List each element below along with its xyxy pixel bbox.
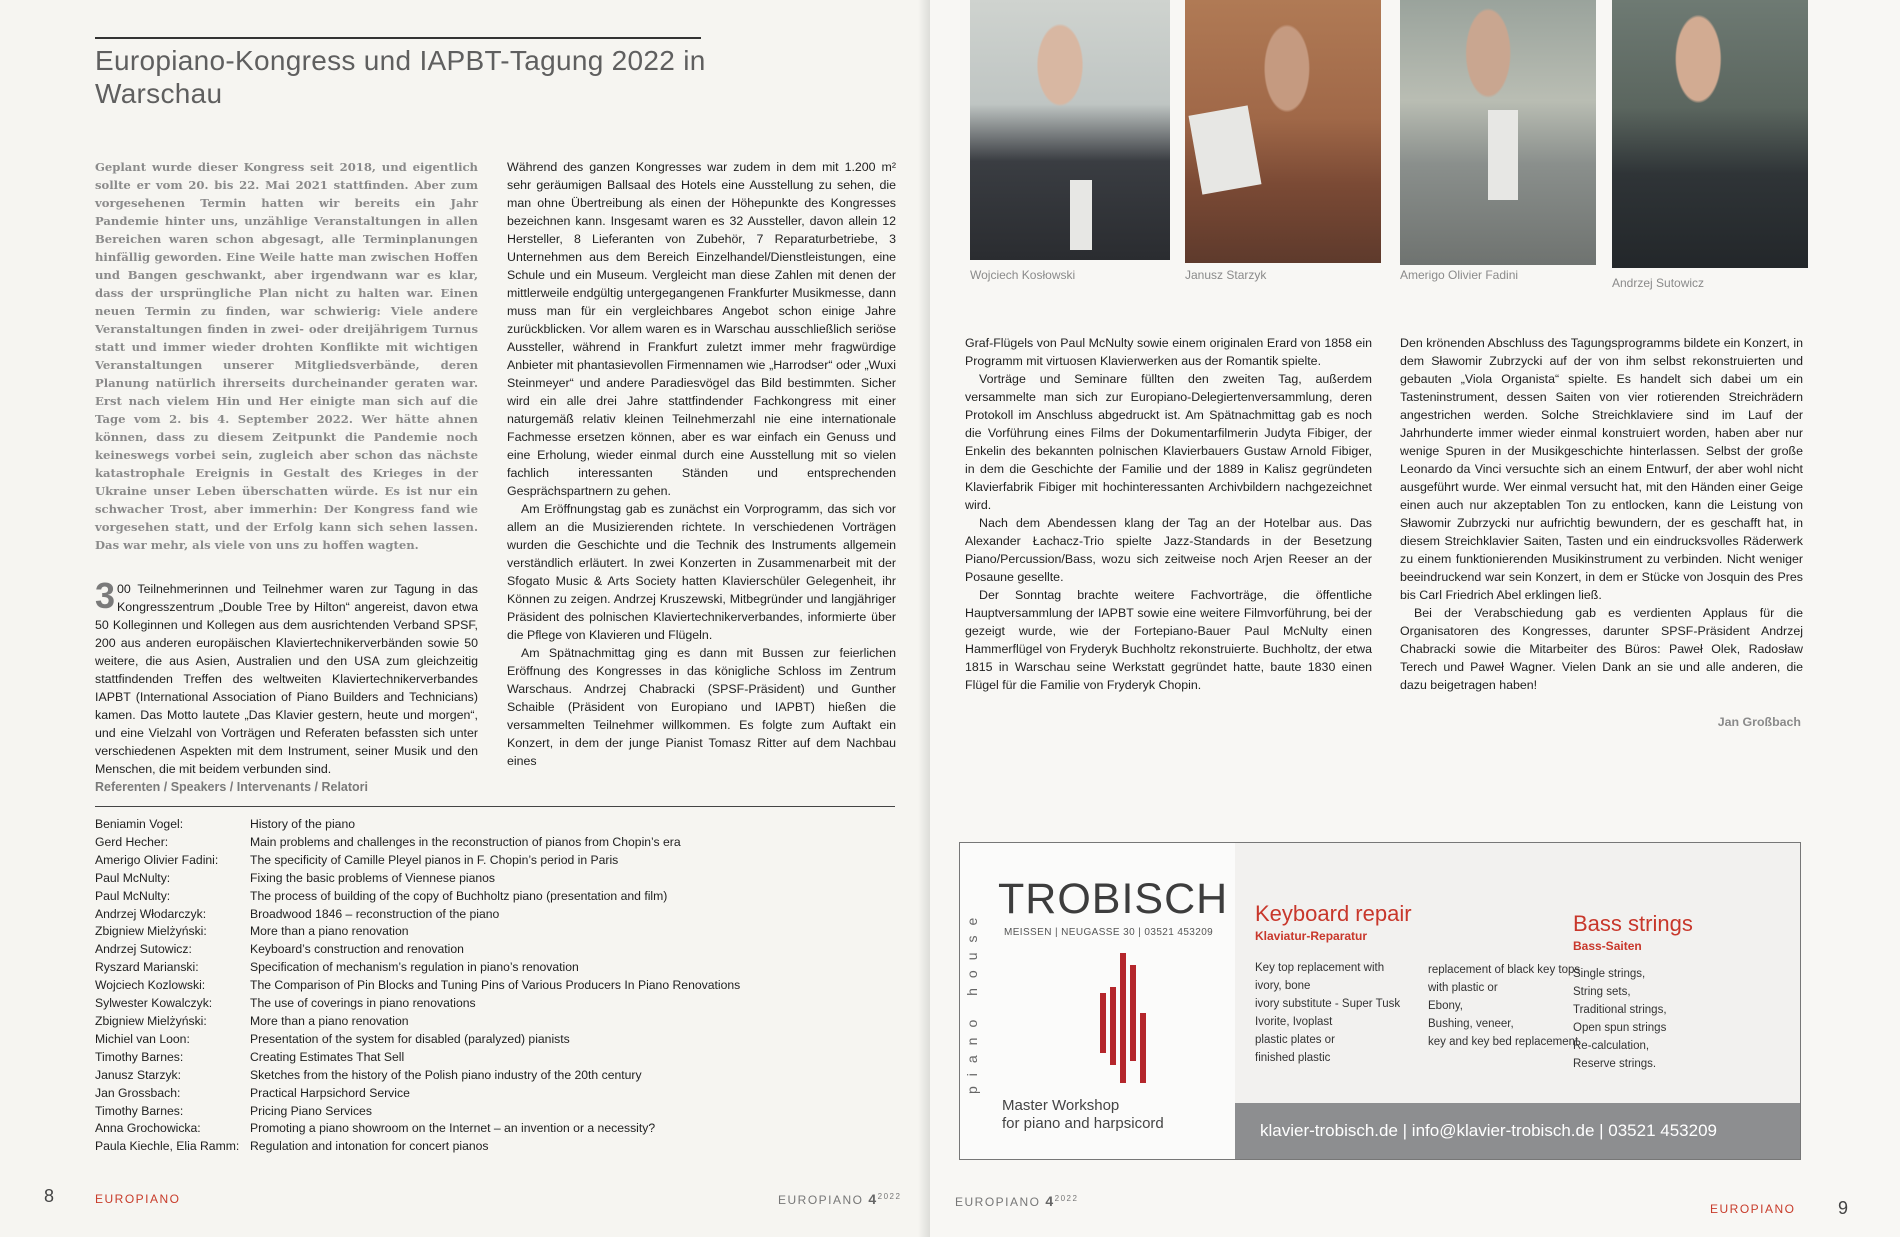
speakers-rule [95,806,895,807]
ad-list-item: finished plastic [1255,1052,1331,1064]
issue-number: 4 [1045,1193,1055,1209]
speaker-topic: The use of coverings in piano renovations [250,996,476,1011]
ad-workshop [1002,1097,1164,1133]
ad-list-item: Open spun strings [1573,1022,1667,1034]
speaker-name: Paul McNulty: [95,888,171,903]
left-page [0,0,930,1237]
col2-paragraph: Am Spätnachmittag ging es dann mit Bussen zur feierlichen Eröffnung des Kongresses in das königliche Schloss im Zentrum Warschaus. Andrzej Chabracki (SPSF-Präsident) und Gunther Schaible (Präsident von Europiano und IAPBT) hießen die versammelten Teilnehmer willkommen. Es folgte zum Auftakt ein Konzert, in dem der junge Pianist Tomasz Ritter auf dem Nachbau eines [507,646,896,768]
speaker-name: Paul McNulty: [95,870,171,885]
speaker-row [95,1013,915,1031]
issue-number: 4 [868,1191,878,1207]
speaker-row [95,888,915,906]
speaker-name: Amerigo Olivier Fadini: [95,852,219,867]
speaker-row [95,870,915,888]
speaker-name: Timothy Barnes: [95,1049,184,1064]
photo-caption: Janusz Starzyk [1185,268,1267,282]
photo-caption: Andrzej Sutowicz [1612,276,1705,290]
speaker-topic: Promoting a piano showroom on the Internet – an invention or a necessity? [250,1121,656,1136]
column-2 [507,158,896,770]
speakers-heading: Referenten / Speakers / Intervenants / Relatori [95,780,369,794]
footer-brand: EUROPIANO [95,1192,181,1206]
lead-paragraph: Geplant wurde dieser Kongress seit 2018, und eigentlich sollte er vom 20. bis 22. Mai 2021 stattfinden. Aber zum vorgesehenen Termin hatten wir bereits ein Jahr Pandemie hinter uns, unzählige Veranstaltungen in allen Bereichen waren schon abgesagt, alle Terminplanungen hinfällig geworden. Eine Weile hatte man zwischen Hoffen und Bangen geschwankt, aber irgendwann war es klar, dass der ursprüngliche Plan nicht zu halten war. Einen neuen Termin zu finden, war schwierig: Viele andere Veranstaltungen finden in zwei- oder dreijährigem Turnus statt und immer wieder drohten Konflikte mit wichtigen Veranstaltungen unserer Mitgliedsverbände, deren Planung natürlich ihrerseits durcheinander geraten war. Erst nach vielem Hin und Her einigte man sich auf die Tage vom 2. bis 4. September 2022. Wer hätte ahnen können, dass zu diesem Zeitpunkt die Pandemie noch keineswegs vorbei sein, zugleich aber schon das nächste katastrophale Ereignis in Gestalt des Krieges in der Ukraine unser Leben überschatten würde. Es ist nur ein schwacher Trost, aber immerhin: Der Kongress fand wie vorgesehen statt, und der Erfolg kann sich sehen lassen. Das war mehr, als viele von uns zu hoffen wagten. [95,160,478,552]
speaker-topic: Regulation and intonation for concert pianos [250,1139,489,1154]
speaker-row [95,1103,915,1121]
ad-list-item: Traditional strings, [1573,1004,1667,1016]
speaker-name: Andrzej Sutowicz: [95,942,192,957]
speaker-topic: History of the piano [250,817,356,831]
keyboard-repair-title: Keyboard repair [1255,901,1412,926]
bass-strings-title: Bass strings [1573,911,1693,936]
trobisch-advertisement [959,842,1801,1160]
issue-year: 2022 [877,1192,902,1201]
piano-hammer-logo-icon [1100,953,1160,1083]
speaker-name: Beniamin Vogel: [95,817,184,831]
speaker-name: Andrzej Włodarczyk: [95,906,207,921]
ad-list-item: Key top replacement with [1255,962,1385,974]
right-col2-paragraph: Bei der Verabschiedung gab es verdienten Applaus für die Organisatoren des Kongresses, darunter SPSF-Präsident Andrzej Chabracki sowie die Mitarbeiter des Büros: Paweł Olek, Radosław Terech und Paweł Wagner. Vielen Dank an sie und alle anderen, die dazu beigetragen haben! [1400,606,1803,692]
speaker-topic: Pricing Piano Services [250,1103,372,1118]
speaker-name: Michiel van Loon: [95,1031,190,1046]
drop-cap: 3 [95,575,116,616]
photo-caption: Wojciech Kosłowski [970,268,1076,282]
speaker-name: Jan Grossbach: [95,1085,181,1100]
speaker-name: Zbigniew Mielżyński: [95,924,207,939]
speaker-topic: The specificity of Camille Pleyel pianos in F. Chopin’s period in Paris [250,852,619,867]
right-page [930,0,1900,1237]
speaker-name: Zbigniew Mielżyński: [95,1013,207,1028]
portrait-photo [1612,0,1808,268]
footer-issue [778,1191,901,1207]
issue-label: EUROPIANO [955,1195,1041,1209]
keyboard-services-list-2 [1428,961,1580,1051]
speaker-name: Timothy Barnes: [95,1103,184,1118]
ad-address: MEISSEN | NEUGASSE 30 | 03521 453209 [1004,927,1214,938]
portrait-photo [1185,0,1381,263]
speaker-topic: More than a piano renovation [250,924,409,939]
ad-vertical-text: piano house [964,907,980,1095]
right-column-1 [965,334,1372,694]
photo-caption: Amerigo Olivier Fadini [1400,268,1519,282]
col2-paragraph: Während des ganzen Kongresses war zudem in dem mit 1.200 m² sehr geräumigen Ballsaal des Hotels eine Ausstellung zu sehen, die man ohne Übertreibung als einen der Höhepunkte des Kongresses bezeichnen kann. Insgesamt waren es 32 Aussteller, davon allein 12 Hersteller, 8 Lieferanten von Zubehör, 7 Reparaturbetriebe, 3 Unternehmen aus dem Bereich Einzelhandel/Dienstleistungen, eine Schule und ein Museum. Vergleicht man diese Zahlen mit denen der mittlerweile endgültig untergegangenen Frankfurter Musikmesse, dann muss man für ein vergleichbares Angebot schon einige Jahre zurückblicken. Vor allem waren es in Warschau ausschließlich seriöse Aussteller, während in Frankfurt zuletzt immer mehr fragwürdige Anbieter mit phantasievollen Firmennamen wie „Harrodser“ oder „Wuxi Steinmeyer“ und andere Paradiesvögel das Bild bestimmten. Sicher wird ein alle drei Jahre stattfindender Fachkongress mit einer naturgemäß relativ kleinen Teilnehmerzahl nie eine internationale Fachmesse ersetzen können, aber es war einfach ein Genuss und eine Erholung, wieder einmal durch eine Ausstellung mit so vielen fachlich interessanten Ständen und entsprechenden Gesprächspartnern zu gehen. [507,160,896,498]
keyboard-repair-subtitle: Klaviatur-Reparatur [1255,929,1368,943]
ad-list-item: key and key bed replacement [1428,1036,1579,1048]
ad-list-item: Bushing, veneer, [1428,1018,1514,1030]
ad-contact-bar: klavier-trobisch.de | info@klavier-trobisch.de | 03521 453209 [1235,1103,1800,1159]
speaker-topic: Creating Estimates That Sell [250,1049,405,1064]
ad-list-item: replacement of black key tops [1428,964,1581,976]
speaker-name: Janusz Starzyk: [95,1067,182,1082]
speakers-table [95,816,915,1156]
speaker-row [95,1138,915,1156]
speaker-name: Paula Kiechle, Elia Ramm: [95,1139,240,1154]
speaker-topic: Broadwood 1846 – reconstruction of the piano [250,906,500,921]
speaker-row [95,1067,915,1085]
ad-workshop-line: for piano and harpsicord [1002,1115,1164,1132]
ad-services-panel [1235,843,1800,1159]
bass-strings-subtitle: Bass-Saiten [1573,939,1642,953]
footer-brand: EUROPIANO [1710,1202,1796,1216]
right-col1-paragraph: Nach dem Abendessen klang der Tag an der Hotelbar aus. Das Alexander Łachacz-Trio spielte Jazz-Standards in der Besetzung Piano/Percussion/Bass, wozu sich zeitweise noch Arjen Reeser an der Posaune gesellte. [965,516,1372,584]
page-number: 9 [1838,1198,1849,1218]
speaker-row [95,906,915,924]
speaker-row [95,1085,915,1103]
speaker-topic: The Comparison of Pin Blocks and Tuning Pins of Various Producers In Piano Renovations [250,978,741,993]
ad-list-item: Re-calculation, [1573,1040,1650,1052]
speaker-row [95,923,915,941]
ad-list-item: ivory substitute - Super Tusk [1255,998,1401,1010]
ad-list-item: Ivorite, Ivoplast [1255,1016,1333,1028]
speaker-topic: More than a piano renovation [250,1013,409,1028]
article-title: Europiano-Kongress und IAPBT-Tagung 2022 in Warschau [95,45,706,109]
body-paragraph-1-text: 00 Teilnehmerinnen und Teilnehmer waren zur Tagung in das Kongresszentrum „Double Tree by Hilton“ angereist, davon etwa 50 Kolleginnen und Kollegen aus dem ausrichtenden Verband SPSF, 200 aus anderen europäischen Klaviertechnikerverbänden sowie 50 weitere, die aus Asien, Australien und den USA zum gleichzeitig stattfindenden Treffen des weltweiten Klaviertechnikerverbandes IAPBT (International Association of Piano Builders and Technicians) kamen. Das Motto lautete „Das Klavier gestern, heute und morgen“, und eine Vielzahl von Vorträgen und Referaten befassten sich unter verschiedenen Aspekten mit dem Instrument, seiner Musik und den Menschen, die mit beidem verbunden sind. [95,582,478,776]
issue-year: 2022 [1054,1194,1079,1203]
speaker-row [95,1031,915,1049]
speaker-name: Anna Grochowicka: [95,1121,201,1136]
portrait-photo [970,0,1170,260]
speaker-row [95,977,915,995]
right-col1-paragraph: Der Sonntag brachte weitere Fachvorträge, die öffentliche Hauptversammlung der IAPBT sowie eine weitere Filmvorführung, bei der gezeigt wurde, wie der Fortepiano-Bauer Paul McNulty einen Hammerflügel von Fryderyk Buchholtz rekonstruierte. Buchholtz, der etwa 1815 in Warschau seine Werkstatt gegründet hatte, baute 1830 einen Flügel für die Familie von Fryderyk Chopin. [965,588,1372,692]
right-col1-paragraph: Graf-Flügels von Paul McNulty sowie einem originalen Erard von 1858 ein Programm mit virtuosen Klavierwerken aus der Romantik spielte. [965,336,1372,368]
speaker-topic: Fixing the basic problems of Viennese pianos [250,870,496,885]
speaker-row [95,852,915,870]
speaker-row [95,816,915,834]
col2-paragraph: Am Eröffnungstag gab es zunächst ein Vorprogramm, das sich vor allem an die Musizierenden richtete. In verschiedenen Vorträgen wurden die Geschichte und die Technik des Instruments allgemein verständlich erläutert. In zwei Konzerten in Zusammenarbeit mit der Sfogato Music & Arts Society hatten Klavierschüler Gelegenheit, ihr Können zu zeigen. Andrzej Kruszewski, Mitbegründer und langjähriger Präsident des polnischen Klaviertechnikerverbandes, informierte über die Pflege von Klavieren und Flügeln. [507,502,896,642]
page-number: 8 [44,1186,55,1206]
speaker-topic: Keyboard’s construction and renovation [250,942,464,957]
ad-list-item: with plastic or [1428,982,1498,994]
speaker-topic: Sketches from the history of the Polish piano industry of the 20th century [250,1067,642,1082]
speaker-row [95,1120,915,1138]
article-author: Jan Großbach [1717,715,1801,729]
ad-list-item: Ebony, [1428,1000,1463,1012]
keyboard-services-list-1 [1255,959,1400,1067]
ad-list-item: plastic plates or [1255,1034,1335,1046]
speaker-topic: Specification of mechanism’s regulation in piano’s renovation [250,960,579,975]
speaker-name: Wojciech Kozlowski: [95,978,206,993]
column-1 [95,158,478,778]
speaker-row [95,941,915,959]
footer-issue [955,1193,1078,1209]
ad-list-item: Single strings, [1573,968,1646,980]
speaker-topic: Practical Harpsichord Service [250,1085,410,1100]
right-col1-paragraph: Vorträge und Seminare füllten den zweiten Tag, außerdem versammelte man sich zur Europiano-Delegiertenversammlung, deren Protokoll im Anschluss abgedruckt ist. Am Spätnachmittag gab es noch die Vorführung eines Films der Dokumentarfilmerin Judyta Fibiger, der Enkelin des bekannten polnischen Klavierbauers Gustaw Arnold Fibiger, in dem die Geschichte der Familie und der 1889 in Kalisz gegründeten Klavierfabrik Fibiger mit hochinteressanten Archivbildern nachgezeichnet wird. [965,372,1372,512]
speaker-name: Ryszard Marianski: [95,960,199,975]
portrait-photo [1400,0,1596,265]
ad-brand: TROBISCH [998,875,1229,923]
speaker-topic: The process of building of the copy of Buchholtz piano (presentation and film) [250,888,668,903]
speaker-name: Sylwester Kowalczyk: [95,996,213,1011]
speaker-row [95,995,915,1013]
speaker-topic: Main problems and challenges in the reconstruction of pianos from Chopin’s era [250,834,681,849]
right-col2-paragraph: Den krönenden Abschluss des Tagungsprogramms bildete ein Konzert, in dem Sławomir Zubrzycki auf der von ihm selbst rekonstruierten und gebauten „Viola Organista“ spielte. Es handelt sich dabei um ein Tasteninstrument, dessen Saiten von vier rotierenden Streichrädern angestrichen werden. Solche Streichklaviere sind im Lauf der Jahrhunderte immer wieder einmal konstruiert worden, haben aber nur wenige Spuren in der Musikgeschichte hinterlassen. Selbst der große Leonardo da Vinci versuchte sich an einem Entwurf, der aber wohl nicht ausgeführt wurde. Wer einmal versucht hat, mit den Händen einer Geige einen auch nur akzeptablen Ton zu entlocken, kann die Leistung von Sławomir Zubrzycki nur aufrichtig bewundern, der es geschafft hat, in diesem Streichklavier Saiten, Tasten und ein eindrucksvolles Räderwerk zu einem funktionierenden Musikinstrument zu verbinden. Nicht weniger beeindruckend war sein Konzert, in dem er Stücke von Josquin des Pres bis Carl Friedrich Abel erklingen ließ. [1400,336,1803,602]
speaker-topic: Presentation of the system for disabled (paralyzed) pianists [250,1031,570,1046]
bass-services-list [1573,965,1667,1073]
speaker-name: Gerd Hecher: [95,834,169,849]
issue-label: EUROPIANO [778,1193,864,1207]
speaker-row [95,959,915,977]
ad-list-item: Reserve strings. [1573,1058,1657,1070]
title-rule [95,37,701,39]
ad-workshop-line: Master Workshop [1002,1097,1120,1114]
right-column-2 [1400,334,1803,694]
ad-list-item: ivory, bone [1255,980,1311,992]
speaker-row [95,1049,915,1067]
body-paragraph-1 [95,575,478,778]
speaker-row [95,834,915,852]
ad-list-item: String sets, [1573,986,1631,998]
